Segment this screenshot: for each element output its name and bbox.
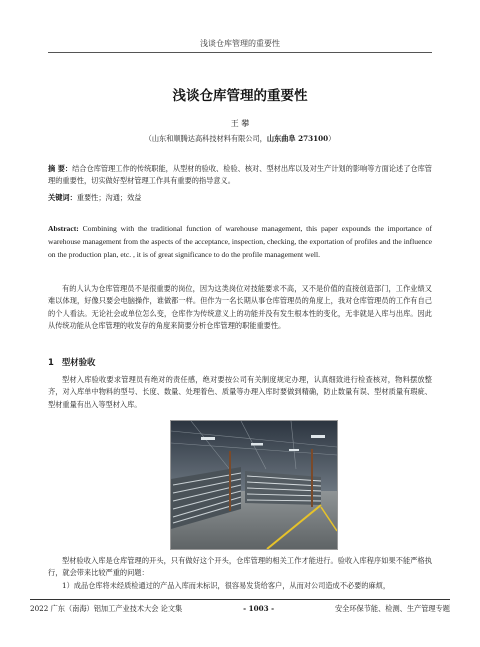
affiliation-close: ）	[328, 134, 336, 143]
abstract-english-label: Abstract:	[48, 224, 79, 233]
section-title: 型材验收	[61, 357, 96, 367]
section-number: 1	[48, 357, 54, 367]
footer-topic: 安全环保节能、检测、生产管理专题	[334, 604, 450, 613]
warehouse-photo-image	[171, 421, 337, 549]
keywords-label: 关键词：	[48, 193, 77, 202]
abstract-english-text: Combining with the traditional function of warehouse management, this paper expounds the importance of warehouse management from the aspects of the acceptance, inspection, checking, the exportation of profiles and the influence on the production plan, etc. , it is of great significance to do the profile management well.	[48, 224, 432, 259]
section-paragraph-2: 型材验收入库是仓库管理的开头，只有做好这个开头，仓库管理的相关工作才能进行。验收入库程序如果不能严格执行，就会带来比较严重的问题：	[48, 556, 432, 578]
keywords	[48, 192, 432, 204]
footer	[30, 604, 450, 614]
affiliation	[0, 134, 480, 144]
affiliation-place: 山东曲阜 273100	[266, 134, 329, 143]
abstract-chinese	[48, 163, 432, 188]
author: 王 攀	[230, 119, 250, 128]
header-divider	[48, 52, 432, 53]
abstract-chinese-text: 结合仓库管理工作的传统职能，从型材的验收、检验、核对、型材出库以及对生产计划的影响等方面论述了仓库管理的重要性，切实做好型材管理工作具有重要的指导意义。	[48, 164, 432, 186]
running-head: 浅谈仓库管理的重要性	[200, 39, 280, 48]
footer-conference: 2022 广东（南海）铝加工产业技术大会 论文集	[30, 604, 183, 613]
footer-divider	[30, 599, 450, 600]
section-heading	[48, 356, 95, 368]
intro-paragraph: 有的人认为仓库管理员不是很重要的岗位，因为这类岗位对技能要求不高，又不是价值的直接创造部门，工作业绩又难以体现，好像只要会电脑操作，谁做都一样。但作为一名长期从事仓库管理员的角度上，我对仓库管理员的工作有自己的个人看法。无论社会或单位怎么变，仓库作为传统意义上的功能并没有发生根本性的变化，无非就是入库与出库。因此从传统功能从仓库管理的收发存的角度来简要分析仓库管理的职能重要性。	[48, 284, 432, 331]
abstract-chinese-label: 摘 要：	[48, 164, 73, 173]
paper-title: 浅谈仓库管理的重要性	[172, 88, 308, 104]
page-number: - 1003 -	[243, 604, 275, 613]
keywords-text: 重要性；沟通；效益	[76, 193, 142, 202]
section-paragraph-1: 型材入库验收要求管理员有绝对的责任感，绝对要按公司有关制度规定办理，认真细致进行检查核对，物料摆放整齐，对入库单中物料的型号、长度、数量、处理着色、质量等办理入库时要做到精确，防止数量有误、型材质量有瑕疵、型材重量有出入等型材入库。	[48, 375, 432, 409]
list-item-1: 1）成品仓库将未经质检通过的产品入库而未标识，很容易发货给客户，从而对公司造成不必要的麻烦，	[62, 581, 391, 590]
abstract-english	[48, 222, 432, 261]
warehouse-photo	[170, 420, 338, 550]
affiliation-org: （山东和顺腾达高科技材料有限公司，	[144, 134, 267, 143]
